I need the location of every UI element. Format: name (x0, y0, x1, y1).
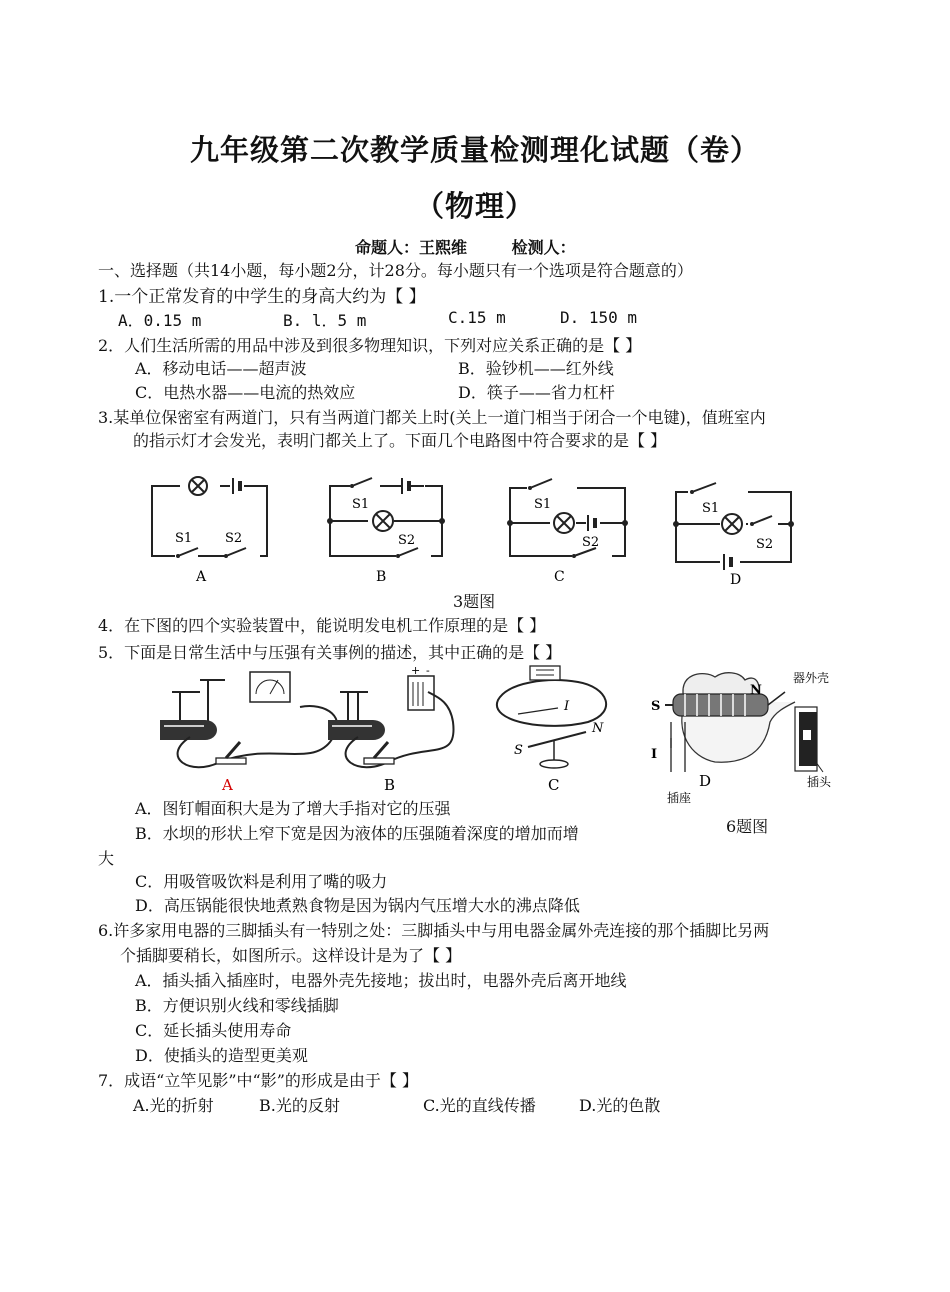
plug-label: 插头 (807, 775, 832, 789)
circuit-d-s2: S2 (756, 537, 774, 552)
circuit-c (507, 478, 628, 585)
q6-option-a: A．插头插入插座时，电器外壳先接地；拔出时，电器外壳后离开地线 (135, 971, 627, 990)
q1-option-c: C.15 m (448, 308, 506, 327)
apparatus-d-label: D (699, 772, 712, 790)
q6-option-b: B．方便识别火线和零线插脚 (135, 996, 339, 1015)
q4d-q6-figure (645, 662, 845, 807)
q7-option-a: A.光的折射 (133, 1096, 214, 1115)
page-title: 九年级第二次教学质量检测理化试题（卷） (189, 133, 760, 167)
page-subtitle: （物理） (414, 189, 535, 223)
q2-option-c: C．电热水器——电流的热效应 (135, 383, 356, 402)
q4-stem: 4．在下图的四个实验装置中，能说明发电机工作原理的是【 】 (98, 616, 546, 635)
q5-option-b-cont: 大 (98, 849, 115, 868)
q1-stem: 1.一个正常发育的中学生的身高大约为【 】 (98, 287, 426, 307)
circuit-b-s2: S2 (398, 533, 416, 548)
q1-option-d: D. 150 m (560, 308, 638, 327)
q6-stem-line1: 6.许多家用电器的三脚插头有一特别之处：三脚插头中与用电器金属外壳连接的那个插脚比另两 (98, 921, 770, 940)
circuit-d-s1: S1 (702, 501, 720, 516)
q2-option-a: A．移动电话——超声波 (135, 359, 307, 378)
apparatus-c-north: N (592, 721, 604, 736)
apparatus-c-current: I (564, 699, 570, 714)
q7-option-d: D.光的色散 (579, 1096, 661, 1115)
section-heading: 一、选择题（共14小题，每小题2分，计28分。每小题只有一个选项是符合题意的） (98, 261, 693, 280)
circuit-a-label: A (196, 569, 207, 585)
circuit-c-label: C (554, 569, 565, 585)
apparatus-b (328, 664, 454, 794)
circuit-a-s1: S1 (175, 531, 193, 546)
q5-option-d: D．高压锅能很快地煮熟食物是因为锅内气压增大水的沸点降低 (135, 896, 580, 915)
author-line: 命题人：王熙维 检测人： (355, 238, 576, 257)
circuit-d (673, 482, 794, 588)
q2-stem: 2．人们生活所需的用品中涉及到很多物理知识，下列对应关系正确的是【 】 (98, 336, 642, 355)
circuit-b (327, 478, 445, 585)
q6-option-c: C．延长插头使用寿命 (135, 1021, 292, 1040)
q3-stem-line2: 的指示灯才会发光，表明门都关上了。下面几个电路图中符合要求的是【 】 (133, 431, 667, 450)
q2-option-b: B．验钞机——红外线 (458, 359, 614, 378)
apparatus-d-current: I (651, 747, 658, 762)
q6-option-d: D．使插头的造型更美观 (135, 1046, 308, 1065)
q7-stem: 7．成语“立竿见影”中“影”的形成是由于【 】 (98, 1071, 418, 1090)
q5-option-c: C．用吸管吸饮料是利用了嘴的吸力 (135, 872, 388, 891)
apparatus-a (160, 672, 337, 794)
circuit-a (152, 476, 267, 585)
socket-label: 插座 (667, 791, 692, 805)
circuit-b-label: B (376, 569, 387, 585)
plug-outer-label: 器外壳 (793, 671, 830, 685)
apparatus-d-north: N (750, 683, 762, 698)
apparatus-b-plus: + (411, 664, 421, 677)
q2-option-d: D．筷子——省力杠杆 (458, 383, 615, 402)
circuit-b-s1: S1 (352, 497, 370, 512)
apparatus-c-label: C (548, 776, 560, 794)
q3-stem-line1: 3.某单位保密室有两道门，只有当两道门都关上时(关上一道门相当于闭合一个电键)，值班室内 (98, 408, 766, 427)
q5-option-a: A．图钉帽面积大是为了增大手指对它的压强 (135, 799, 451, 818)
circuit-a-s2: S2 (225, 531, 243, 546)
q5-option-b: B．水坝的形状上窄下宽是因为液体的压强随着深度的增加而增 (135, 824, 579, 843)
apparatus-b-label: B (384, 776, 396, 794)
q5-stem: 5．下面是日常生活中与压强有关事例的描述，其中正确的是【 】 (98, 643, 562, 662)
q7-option-c: C.光的直线传播 (423, 1096, 536, 1115)
q6-caption: 6题图 (726, 817, 769, 836)
q1-option-b: B. l．5 m (283, 311, 367, 330)
apparatus-c (497, 666, 606, 794)
q3-caption: 3题图 (453, 592, 496, 611)
q6-stem-line2: 个插脚要稍长，如图所示。这样设计是为了【 】 (120, 946, 462, 965)
apparatus-b-minus: - (426, 664, 430, 677)
q3-circuit-figures (140, 468, 810, 588)
q4-apparatus-figures (150, 662, 640, 794)
circuit-c-s1: S1 (534, 497, 552, 512)
apparatus-d-south: S (651, 699, 661, 714)
q7-option-b: B.光的反射 (259, 1096, 340, 1115)
circuit-c-s2: S2 (582, 535, 600, 550)
circuit-d-label: D (730, 572, 742, 588)
apparatus-a-label: A (222, 776, 233, 794)
apparatus-d (651, 673, 795, 790)
apparatus-c-south: S (514, 743, 523, 758)
q1-option-a: A．0.15 m (118, 311, 202, 330)
